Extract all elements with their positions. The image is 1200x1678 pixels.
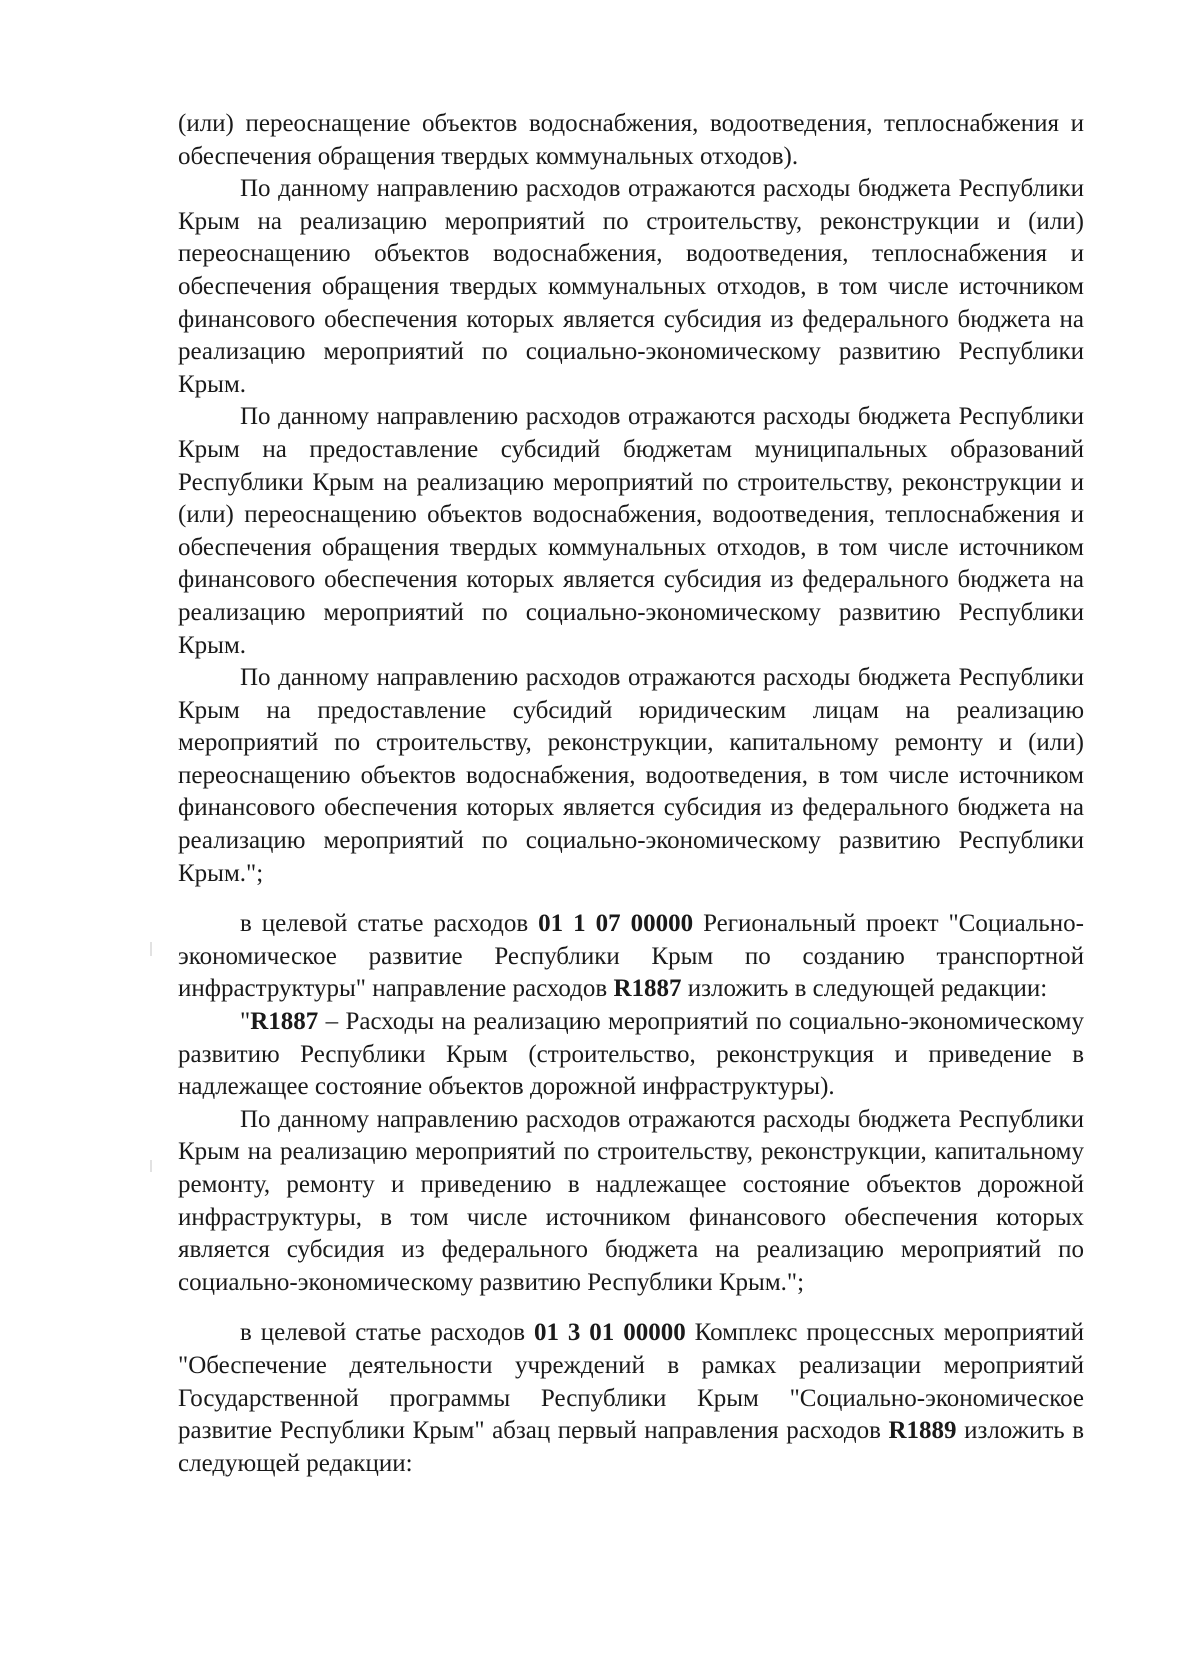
paragraph-text: (или) переоснащение объектов водоснабжения, водоотведения, теплоснабжения и обеспечения обращения твердых коммунальных отходов). — [178, 110, 1084, 170]
document-paragraph — [178, 1317, 1084, 1480]
paragraph-text: По данному направлению расходов отражаются расходы бюджета Республики Крым на реализацию мероприятий по строительству, реконструкции, капитальному ремонту, ремонту и приведению в надлежащее состояние объектов дорожной инфраструктуры, в том числе источником финансового обеспечения которых является субсидия из федерального бюджета на реализацию мероприятий по социально-экономическому развитию Республики Крым."; — [178, 1105, 1084, 1296]
paragraph-text: – Расходы на реализацию мероприятий по социально-экономическому развитию Республики Крым (строительство, реконструкция и приведение в надлежащее состояние объектов дорожной инфраструктуры). — [178, 1008, 1084, 1101]
paragraph-text: По данному направлению расходов отражаются расходы бюджета Республики Крым на реализацию мероприятий по строительству, реконструкции и (или) переоснащению объектов водоснабжения, водоотведения, теплоснабжения и обеспечения обращения твердых коммунальных отходов, в том числе источником финансового обеспечения которых является субсидия из федерального бюджета на реализацию мероприятий по социально-экономическому развитию Республики Крым. — [178, 175, 1084, 398]
paragraph-text: изложить в следующей редакции: — [178, 1417, 1085, 1477]
document-paragraph — [178, 401, 1084, 662]
paragraph-text: По данному направлению расходов отражаются расходы бюджета Республики Крым на предоставление субсидий бюджетам муниципальных образований Республики Крым на реализацию мероприятий по строительству, реконструкции и (или) переоснащению объектов водоснабжения, водоотведения, теплоснабжения и обеспечения обращения твердых коммунальных отходов, в том числе источником финансового обеспечения которых является субсидия из федерального бюджета на реализацию мероприятий по социально-экономическому развитию Республики Крым. — [178, 403, 1084, 659]
paragraph-text: Региональный проект "Социально-экономическое развитие Республики Крым по созданию транспортной инфраструктуры" направление расходов — [178, 910, 1084, 1003]
paragraph-text: Комплекс процессных мероприятий "Обеспечение деятельности учреждений в рамках реализации мероприятий Государственной программы Республики Крым "Социально-экономическое развитие Республики Крым" абзац первый направления расходов — [178, 1319, 1085, 1445]
scan-margin-mark — [150, 942, 152, 956]
document-paragraph — [178, 173, 1084, 401]
document-paragraph — [178, 1104, 1084, 1300]
document-paragraph — [178, 662, 1084, 890]
bold-code-text: 01 3 01 00000 — [533, 1319, 686, 1347]
document-paragraph — [178, 108, 1084, 173]
document-paragraph — [178, 908, 1084, 1006]
document-body — [178, 108, 1084, 1480]
bold-code-text: R1889 — [888, 1417, 957, 1445]
bold-code-text: R1887 — [250, 1008, 319, 1036]
paragraph-text: изложить в следующей редакции: — [681, 975, 1048, 1003]
paragraph-text: По данному направлению расходов отражаются расходы бюджета Республики Крым на предоставление субсидий юридическим лицам на реализацию мероприятий по строительству, реконструкции, капитальному ремонту и (или) переоснащению объектов водоснабжения, водоотведения, в том числе источником финансового обеспечения которых является субсидия из федерального бюджета на реализацию мероприятий по социально-экономическому развитию Республики Крым."; — [178, 664, 1084, 887]
document-paragraph — [178, 1006, 1084, 1104]
paragraph-text: в целевой статье расходов — [240, 910, 539, 938]
paragraph-text: в целевой статье расходов — [240, 1319, 534, 1347]
bold-code-text: R1887 — [613, 975, 682, 1003]
paragraph-text: " — [240, 1008, 251, 1036]
bold-code-text: 01 1 07 00000 — [538, 910, 694, 938]
scan-margin-mark — [150, 1160, 152, 1172]
